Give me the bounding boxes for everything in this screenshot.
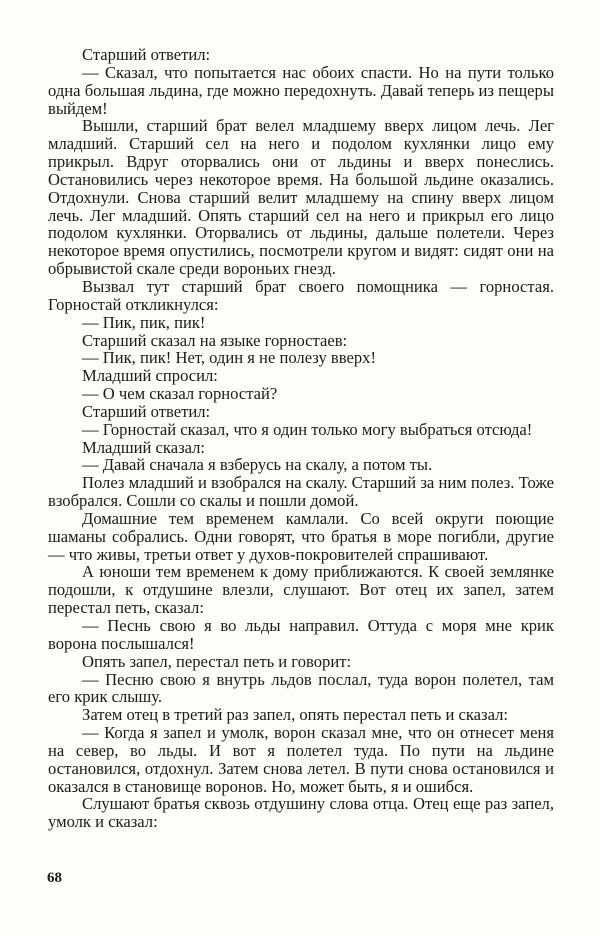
paragraph: Полез младший и взобрался на скалу. Старший за ним полез. Тоже взобрался. Сошли со скалы и пошли домой. [48, 473, 554, 511]
paragraph: Вышли, старший брат велел младшему вверх лицом лечь. Лег младший. Старший сел на него и подолом кухлянки лицо ему прикрыл. Вдруг оторвались они от льдины и вверх понеслись. Остановились через некоторое время. На большой льдине оказались. Отдохнули. Снова старший велит младшему на спину вверх лицом лечь. Лег младший. Опять старший сел на него и прикрыл его лицо подолом кухлянки. Оторвались от льдины, дальше полетели. Через некоторое время опустились, посмотрели кругом и видят: сидят они на обрывистой скале среди вороньих гнезд. [48, 116, 554, 279]
paragraph: Старший ответил: [82, 401, 211, 421]
paragraph: — Пик, пик! Нет, один я не полезу вверх! [82, 348, 376, 368]
paragraph: — Пик, пик, пик! [82, 312, 206, 332]
paragraph: — Песнь свою я во льды направил. Оттуда с моря мне крик ворона послышался! [48, 616, 554, 653]
paragraph: — О чем сказал горностай? [82, 384, 278, 404]
paragraph: Слушают братья сквозь отдушину слова отца. Отец еще раз запел, умолк и сказал: [48, 794, 554, 832]
paragraph: — Горностай сказал, что я один только могу выбраться отсюда! [82, 419, 533, 439]
paragraph: — Давай сначала я взберусь на скалу, а потом ты. [82, 455, 433, 475]
page-text [48, 46, 554, 831]
paragraph: Старший ответил: [82, 45, 211, 64]
paragraph: — Песню свою я внутрь льдов послал, туда ворон полетел, там его крик слышу. [48, 669, 554, 707]
paragraph: Младший сказал: [82, 437, 206, 457]
paragraph: Вызвал тут старший брат своего помощника — горностая. Горностай откликнулся: [48, 276, 554, 314]
paragraph: Опять запел, перестал петь и говорит: [82, 651, 352, 671]
paragraph: — Сказал, что попытается нас обоих спасти. Но на пути только одна большая льдина, где можно передохнуть. Давай теперь из пещеры выйдем! [48, 62, 554, 118]
paragraph: А юноши тем временем к дому приближаются. К своей землянке подошли, к отдушине влезли, слушают. Вот отец их запел, затем перестал петь, сказал: [48, 562, 554, 618]
paragraph: Затем отец в третий раз запел, опять перестал петь и сказал: [82, 705, 508, 725]
paragraph: Младший спросил: [82, 366, 218, 386]
paragraph: Домашние тем временем камлали. Со всей округи поющие шаманы собрались. Одни говорят, что братья в море погибли, другие — что живы, третьи ответ у духов-покровителей спрашивают. [48, 508, 554, 564]
page-number: 68 [47, 870, 62, 886]
paragraph: — Когда я запел и умолк, ворон сказал мне, что он отнесет меня на север, во льды. И вот я полетел туда. По пути на льдине остановился, отдохнул. Затем снова летел. В пути снова остановился и оказался в становище воронов. Но, может быть, я и ошибся. [48, 723, 554, 796]
paragraph: Старший сказал на языке горностаев: [82, 330, 348, 350]
